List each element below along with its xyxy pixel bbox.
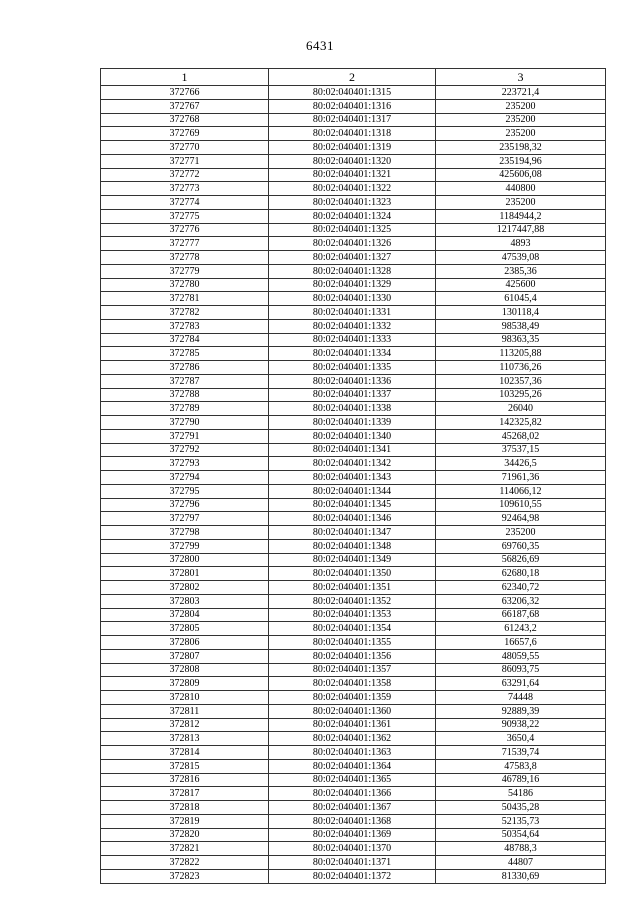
value-cell: 142325,82 [436, 416, 606, 430]
column-header-3: 3 [436, 69, 606, 86]
cadastral-number-cell: 80:02:040401:1316 [269, 99, 436, 113]
table-row [101, 264, 606, 278]
value-cell: 81330,69 [436, 869, 606, 883]
table-row [101, 649, 606, 663]
record-number-cell: 372817 [101, 787, 269, 801]
cadastral-number-cell: 80:02:040401:1344 [269, 484, 436, 498]
value-cell: 37537,15 [436, 443, 606, 457]
value-cell: 4893 [436, 237, 606, 251]
table-row [101, 278, 606, 292]
cadastral-number-cell: 80:02:040401:1347 [269, 526, 436, 540]
value-cell: 235198,32 [436, 141, 606, 155]
cadastral-number-cell: 80:02:040401:1364 [269, 759, 436, 773]
table-row [101, 402, 606, 416]
table-row [101, 498, 606, 512]
value-cell: 48788,3 [436, 842, 606, 856]
record-number-cell: 372778 [101, 251, 269, 265]
value-cell: 71539,74 [436, 746, 606, 760]
table-row [101, 759, 606, 773]
cadastral-number-cell: 80:02:040401:1371 [269, 856, 436, 870]
record-number-cell: 372806 [101, 636, 269, 650]
value-cell: 92889,39 [436, 704, 606, 718]
table-row [101, 361, 606, 375]
value-cell: 62680,18 [436, 567, 606, 581]
cadastral-number-cell: 80:02:040401:1354 [269, 622, 436, 636]
record-number-cell: 372775 [101, 209, 269, 223]
value-cell: 98538,49 [436, 319, 606, 333]
cadastral-number-cell: 80:02:040401:1356 [269, 649, 436, 663]
table-row [101, 347, 606, 361]
table-row [101, 168, 606, 182]
record-number-cell: 372792 [101, 443, 269, 457]
cadastral-number-cell: 80:02:040401:1331 [269, 306, 436, 320]
table-row [101, 539, 606, 553]
record-number-cell: 372779 [101, 264, 269, 278]
table-row [101, 237, 606, 251]
cadastral-number-cell: 80:02:040401:1318 [269, 127, 436, 141]
cadastral-number-cell: 80:02:040401:1339 [269, 416, 436, 430]
value-cell: 92464,98 [436, 512, 606, 526]
value-cell: 16657,6 [436, 636, 606, 650]
cadastral-number-cell: 80:02:040401:1315 [269, 86, 436, 100]
cadastral-number-cell: 80:02:040401:1357 [269, 663, 436, 677]
value-cell: 235200 [436, 196, 606, 210]
record-number-cell: 372819 [101, 814, 269, 828]
record-number-cell: 372798 [101, 526, 269, 540]
value-cell: 425600 [436, 278, 606, 292]
table-row [101, 99, 606, 113]
table-row [101, 319, 606, 333]
value-cell: 235200 [436, 127, 606, 141]
record-number-cell: 372788 [101, 388, 269, 402]
value-cell: 2385,36 [436, 264, 606, 278]
table-row [101, 484, 606, 498]
record-number-cell: 372804 [101, 608, 269, 622]
record-number-cell: 372818 [101, 801, 269, 815]
table-row [101, 306, 606, 320]
table-row [101, 471, 606, 485]
table-row [101, 869, 606, 883]
value-cell: 3650,4 [436, 732, 606, 746]
cadastral-number-cell: 80:02:040401:1359 [269, 691, 436, 705]
record-number-cell: 372799 [101, 539, 269, 553]
table-row [101, 608, 606, 622]
table-row [101, 457, 606, 471]
record-number-cell: 372808 [101, 663, 269, 677]
record-number-cell: 372800 [101, 553, 269, 567]
cadastral-number-cell: 80:02:040401:1360 [269, 704, 436, 718]
record-number-cell: 372782 [101, 306, 269, 320]
record-number-cell: 372805 [101, 622, 269, 636]
record-number-cell: 372791 [101, 429, 269, 443]
record-number-cell: 372789 [101, 402, 269, 416]
table-row [101, 333, 606, 347]
value-cell: 61045,4 [436, 292, 606, 306]
cadastral-number-cell: 80:02:040401:1365 [269, 773, 436, 787]
cadastral-number-cell: 80:02:040401:1358 [269, 677, 436, 691]
cadastral-number-cell: 80:02:040401:1320 [269, 154, 436, 168]
record-number-cell: 372796 [101, 498, 269, 512]
record-number-cell: 372776 [101, 223, 269, 237]
value-cell: 110736,26 [436, 361, 606, 375]
cadastral-number-cell: 80:02:040401:1342 [269, 457, 436, 471]
cadastral-number-cell: 80:02:040401:1343 [269, 471, 436, 485]
value-cell: 114066,12 [436, 484, 606, 498]
cadastral-number-cell: 80:02:040401:1369 [269, 828, 436, 842]
cadastral-number-cell: 80:02:040401:1336 [269, 374, 436, 388]
cadastral-number-cell: 80:02:040401:1323 [269, 196, 436, 210]
record-number-cell: 372803 [101, 594, 269, 608]
cadastral-number-cell: 80:02:040401:1340 [269, 429, 436, 443]
table-header-row [101, 69, 606, 86]
record-number-cell: 372812 [101, 718, 269, 732]
record-number-cell: 372784 [101, 333, 269, 347]
record-number-cell: 372771 [101, 154, 269, 168]
table-row [101, 677, 606, 691]
record-number-cell: 372807 [101, 649, 269, 663]
record-number-cell: 372802 [101, 581, 269, 595]
value-cell: 98363,35 [436, 333, 606, 347]
value-cell: 74448 [436, 691, 606, 705]
table-row [101, 842, 606, 856]
record-number-cell: 372810 [101, 691, 269, 705]
record-number-cell: 372821 [101, 842, 269, 856]
value-cell: 235200 [436, 99, 606, 113]
table-row [101, 113, 606, 127]
cadastral-number-cell: 80:02:040401:1330 [269, 292, 436, 306]
record-number-cell: 372783 [101, 319, 269, 333]
value-cell: 223721,4 [436, 86, 606, 100]
record-number-cell: 372774 [101, 196, 269, 210]
table-row [101, 141, 606, 155]
value-cell: 1217447,88 [436, 223, 606, 237]
registry-table [100, 68, 606, 884]
cadastral-number-cell: 80:02:040401:1334 [269, 347, 436, 361]
value-cell: 47583,8 [436, 759, 606, 773]
value-cell: 46789,16 [436, 773, 606, 787]
value-cell: 63206,32 [436, 594, 606, 608]
cadastral-number-cell: 80:02:040401:1337 [269, 388, 436, 402]
value-cell: 235200 [436, 526, 606, 540]
record-number-cell: 372790 [101, 416, 269, 430]
cadastral-number-cell: 80:02:040401:1329 [269, 278, 436, 292]
cadastral-number-cell: 80:02:040401:1368 [269, 814, 436, 828]
column-header-2: 2 [269, 69, 436, 86]
record-number-cell: 372780 [101, 278, 269, 292]
value-cell: 440800 [436, 182, 606, 196]
record-number-cell: 372793 [101, 457, 269, 471]
table-row [101, 374, 606, 388]
value-cell: 47539,08 [436, 251, 606, 265]
value-cell: 90938,22 [436, 718, 606, 732]
table-row [101, 127, 606, 141]
cadastral-number-cell: 80:02:040401:1325 [269, 223, 436, 237]
table-row [101, 787, 606, 801]
table-row [101, 704, 606, 718]
record-number-cell: 372785 [101, 347, 269, 361]
value-cell: 44807 [436, 856, 606, 870]
table-row [101, 622, 606, 636]
cadastral-number-cell: 80:02:040401:1346 [269, 512, 436, 526]
cadastral-number-cell: 80:02:040401:1332 [269, 319, 436, 333]
cadastral-number-cell: 80:02:040401:1348 [269, 539, 436, 553]
table-row [101, 773, 606, 787]
table-row [101, 443, 606, 457]
cadastral-number-cell: 80:02:040401:1350 [269, 567, 436, 581]
table-row [101, 182, 606, 196]
value-cell: 1184944,2 [436, 209, 606, 223]
record-number-cell: 372811 [101, 704, 269, 718]
record-number-cell: 372814 [101, 746, 269, 760]
record-number-cell: 372773 [101, 182, 269, 196]
cadastral-number-cell: 80:02:040401:1367 [269, 801, 436, 815]
cadastral-number-cell: 80:02:040401:1370 [269, 842, 436, 856]
value-cell: 425606,08 [436, 168, 606, 182]
cadastral-number-cell: 80:02:040401:1361 [269, 718, 436, 732]
record-number-cell: 372801 [101, 567, 269, 581]
value-cell: 52135,73 [436, 814, 606, 828]
record-number-cell: 372787 [101, 374, 269, 388]
table-row [101, 388, 606, 402]
value-cell: 63291,64 [436, 677, 606, 691]
table-row [101, 718, 606, 732]
record-number-cell: 372781 [101, 292, 269, 306]
table-row [101, 567, 606, 581]
table-row [101, 292, 606, 306]
value-cell: 69760,35 [436, 539, 606, 553]
cadastral-number-cell: 80:02:040401:1349 [269, 553, 436, 567]
table-row [101, 801, 606, 815]
record-number-cell: 372813 [101, 732, 269, 746]
record-number-cell: 372823 [101, 869, 269, 883]
value-cell: 26040 [436, 402, 606, 416]
record-number-cell: 372822 [101, 856, 269, 870]
value-cell: 34426,5 [436, 457, 606, 471]
cadastral-number-cell: 80:02:040401:1319 [269, 141, 436, 155]
record-number-cell: 372795 [101, 484, 269, 498]
value-cell: 86093,75 [436, 663, 606, 677]
table-row [101, 251, 606, 265]
cadastral-number-cell: 80:02:040401:1366 [269, 787, 436, 801]
record-number-cell: 372767 [101, 99, 269, 113]
table-row [101, 196, 606, 210]
record-number-cell: 372777 [101, 237, 269, 251]
table-row [101, 416, 606, 430]
value-cell: 45268,02 [436, 429, 606, 443]
cadastral-number-cell: 80:02:040401:1324 [269, 209, 436, 223]
record-number-cell: 372786 [101, 361, 269, 375]
table-row [101, 856, 606, 870]
cadastral-number-cell: 80:02:040401:1363 [269, 746, 436, 760]
table-row [101, 512, 606, 526]
table-row [101, 223, 606, 237]
value-cell: 48059,55 [436, 649, 606, 663]
record-number-cell: 372797 [101, 512, 269, 526]
record-number-cell: 372820 [101, 828, 269, 842]
record-number-cell: 372809 [101, 677, 269, 691]
record-number-cell: 372769 [101, 127, 269, 141]
record-number-cell: 372766 [101, 86, 269, 100]
value-cell: 109610,55 [436, 498, 606, 512]
table-row [101, 594, 606, 608]
cadastral-number-cell: 80:02:040401:1362 [269, 732, 436, 746]
value-cell: 66187,68 [436, 608, 606, 622]
cadastral-number-cell: 80:02:040401:1353 [269, 608, 436, 622]
value-cell: 113205,88 [436, 347, 606, 361]
page-number: 6431 [306, 38, 334, 53]
cadastral-number-cell: 80:02:040401:1327 [269, 251, 436, 265]
cadastral-number-cell: 80:02:040401:1328 [269, 264, 436, 278]
cadastral-number-cell: 80:02:040401:1341 [269, 443, 436, 457]
table-row [101, 553, 606, 567]
table-row [101, 154, 606, 168]
table-row [101, 581, 606, 595]
record-number-cell: 372794 [101, 471, 269, 485]
cadastral-number-cell: 80:02:040401:1345 [269, 498, 436, 512]
value-cell: 235194,96 [436, 154, 606, 168]
value-cell: 130118,4 [436, 306, 606, 320]
record-number-cell: 372815 [101, 759, 269, 773]
value-cell: 61243,2 [436, 622, 606, 636]
cadastral-number-cell: 80:02:040401:1317 [269, 113, 436, 127]
table-row [101, 86, 606, 100]
table-row [101, 691, 606, 705]
cadastral-number-cell: 80:02:040401:1352 [269, 594, 436, 608]
table-row [101, 732, 606, 746]
cadastral-number-cell: 80:02:040401:1335 [269, 361, 436, 375]
record-number-cell: 372816 [101, 773, 269, 787]
value-cell: 56826,69 [436, 553, 606, 567]
table-row [101, 636, 606, 650]
table-body [101, 86, 606, 884]
table-row [101, 209, 606, 223]
table-row [101, 429, 606, 443]
cadastral-number-cell: 80:02:040401:1355 [269, 636, 436, 650]
value-cell: 103295,26 [436, 388, 606, 402]
value-cell: 71961,36 [436, 471, 606, 485]
value-cell: 50354,64 [436, 828, 606, 842]
value-cell: 235200 [436, 113, 606, 127]
cadastral-number-cell: 80:02:040401:1338 [269, 402, 436, 416]
record-number-cell: 372768 [101, 113, 269, 127]
table-row [101, 746, 606, 760]
record-number-cell: 372770 [101, 141, 269, 155]
record-number-cell: 372772 [101, 168, 269, 182]
table-row [101, 526, 606, 540]
value-cell: 102357,36 [436, 374, 606, 388]
value-cell: 62340,72 [436, 581, 606, 595]
cadastral-number-cell: 80:02:040401:1372 [269, 869, 436, 883]
table-row [101, 814, 606, 828]
cadastral-number-cell: 80:02:040401:1326 [269, 237, 436, 251]
cadastral-number-cell: 80:02:040401:1322 [269, 182, 436, 196]
table-row [101, 663, 606, 677]
cadastral-number-cell: 80:02:040401:1333 [269, 333, 436, 347]
cadastral-number-cell: 80:02:040401:1351 [269, 581, 436, 595]
value-cell: 54186 [436, 787, 606, 801]
value-cell: 50435,28 [436, 801, 606, 815]
column-header-1: 1 [101, 69, 269, 86]
cadastral-number-cell: 80:02:040401:1321 [269, 168, 436, 182]
table-row [101, 828, 606, 842]
